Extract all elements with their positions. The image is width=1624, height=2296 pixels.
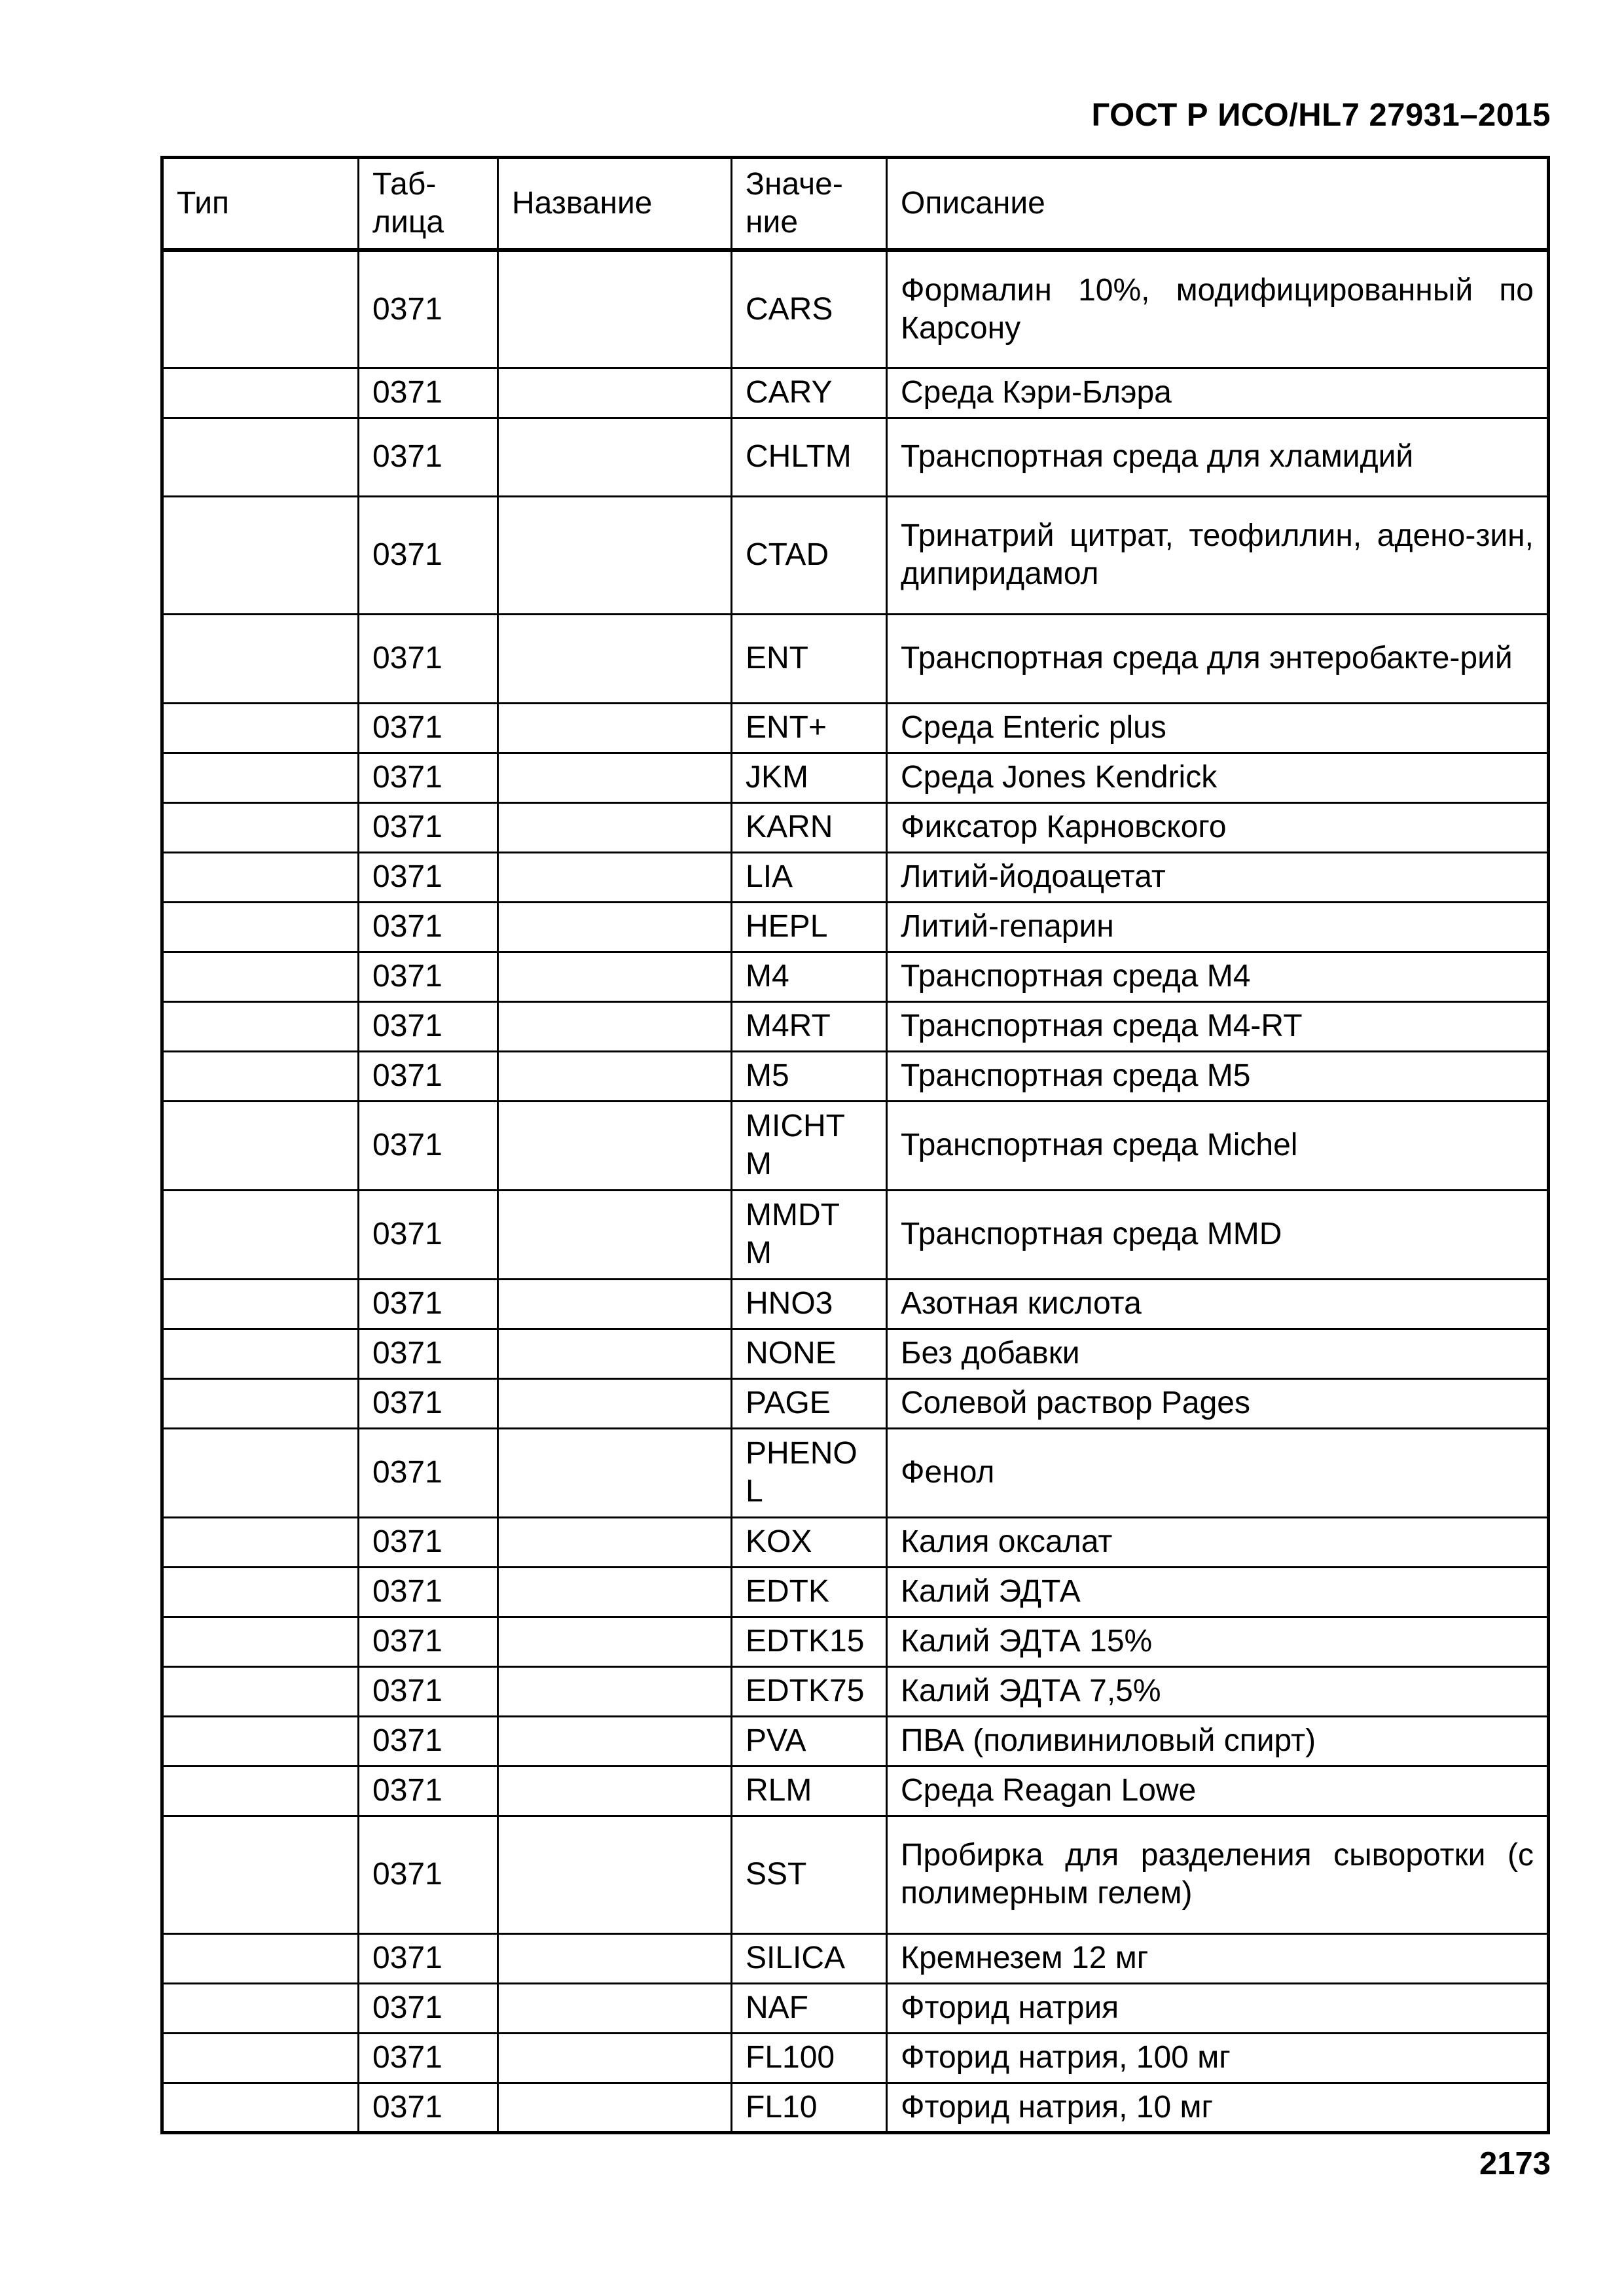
table-row: [162, 1279, 1549, 1329]
page-number: 2173: [1479, 2146, 1551, 2181]
cell-type: [162, 1329, 359, 1378]
table-row: [162, 1567, 1549, 1617]
cell-name: [498, 368, 732, 418]
cell-name: [498, 952, 732, 1001]
cell-name: [498, 753, 732, 802]
cell-description: Калий ЭДТА 7,5%: [887, 1666, 1549, 1716]
cell-table: 0371: [359, 1279, 498, 1329]
cell-value: SILICA: [732, 1933, 887, 1983]
cell-table: 0371: [359, 902, 498, 952]
table-row: [162, 1517, 1549, 1567]
table-row: [162, 952, 1549, 1001]
cell-description: Формалин 10%, модифицированный по Карсону: [887, 250, 1549, 368]
cell-name: [498, 1428, 732, 1517]
table-row: [162, 852, 1549, 902]
column-header-value: Значе- ние: [732, 158, 887, 251]
cell-name: [498, 1567, 732, 1617]
table-row: [162, 703, 1549, 753]
table-row: [162, 1329, 1549, 1378]
table-row: [162, 614, 1549, 703]
cell-name: [498, 1933, 732, 1983]
cell-description: Без добавки: [887, 1329, 1549, 1378]
table-row: [162, 1983, 1549, 2033]
cell-description: Фторид натрия, 10 мг: [887, 2083, 1549, 2132]
code-table: [160, 156, 1550, 2134]
cell-type: [162, 1766, 359, 1816]
table-row: [162, 1428, 1549, 1517]
cell-value: CTAD: [732, 496, 887, 614]
cell-value: M4: [732, 952, 887, 1001]
cell-table: 0371: [359, 614, 498, 703]
table-row: [162, 250, 1549, 368]
cell-name: [498, 418, 732, 496]
cell-value: SST: [732, 1816, 887, 1933]
cell-type: [162, 1378, 359, 1428]
cell-type: [162, 902, 359, 952]
cell-value: HNO3: [732, 1279, 887, 1329]
cell-name: [498, 2033, 732, 2083]
cell-name: [498, 1716, 732, 1766]
cell-type: [162, 1279, 359, 1329]
cell-value: M5: [732, 1051, 887, 1101]
cell-table: 0371: [359, 852, 498, 902]
cell-table: 0371: [359, 1716, 498, 1766]
cell-value: EDTK75: [732, 1666, 887, 1716]
cell-name: [498, 1766, 732, 1816]
table-row: [162, 1001, 1549, 1051]
cell-value: CHLTM: [732, 418, 887, 496]
cell-value: KOX: [732, 1517, 887, 1567]
cell-table: 0371: [359, 1666, 498, 1716]
cell-description: ПВА (поливиниловый спирт): [887, 1716, 1549, 1766]
cell-table: 0371: [359, 1329, 498, 1378]
cell-table: 0371: [359, 1378, 498, 1428]
column-header-description: Описание: [887, 158, 1549, 251]
table-row: [162, 802, 1549, 852]
cell-type: [162, 1666, 359, 1716]
cell-table: 0371: [359, 2083, 498, 2132]
cell-type: [162, 2033, 359, 2083]
cell-description: Транспортная среда М5: [887, 1051, 1549, 1101]
cell-description: Транспортная среда MMD: [887, 1190, 1549, 1279]
cell-type: [162, 418, 359, 496]
table-row: [162, 2033, 1549, 2083]
cell-table: 0371: [359, 418, 498, 496]
cell-name: [498, 1378, 732, 1428]
cell-name: [498, 802, 732, 852]
cell-description: Солевой раствор Pages: [887, 1378, 1549, 1428]
table-row: [162, 1666, 1549, 1716]
cell-table: 0371: [359, 1101, 498, 1190]
cell-table: 0371: [359, 250, 498, 368]
cell-table: 0371: [359, 1051, 498, 1101]
table-row: [162, 1378, 1549, 1428]
cell-description: Тринатрий цитрат, теофиллин, адено-зин, дипиридамол: [887, 496, 1549, 614]
cell-description: Транспортная среда М4: [887, 952, 1549, 1001]
cell-name: [498, 902, 732, 952]
table-row: [162, 1716, 1549, 1766]
cell-value: PAGE: [732, 1378, 887, 1428]
cell-value: NONE: [732, 1329, 887, 1378]
cell-name: [498, 1983, 732, 2033]
cell-table: 0371: [359, 1567, 498, 1617]
cell-description: Среда Jones Kendrick: [887, 753, 1549, 802]
table-row: [162, 496, 1549, 614]
cell-table: 0371: [359, 1816, 498, 1933]
cell-value: M4RT: [732, 1001, 887, 1051]
cell-description: Транспортная среда М4-RT: [887, 1001, 1549, 1051]
cell-name: [498, 496, 732, 614]
cell-value: EDTK: [732, 1567, 887, 1617]
table-row: [162, 2083, 1549, 2132]
cell-name: [498, 2083, 732, 2132]
cell-description: Калия оксалат: [887, 1517, 1549, 1567]
table-row: [162, 1190, 1549, 1279]
cell-type: [162, 1051, 359, 1101]
cell-value: CARS: [732, 250, 887, 368]
table-header-row: [162, 158, 1549, 251]
table-body: [162, 250, 1549, 2132]
cell-type: [162, 496, 359, 614]
cell-value: ENT+: [732, 703, 887, 753]
cell-name: [498, 852, 732, 902]
cell-type: [162, 802, 359, 852]
cell-name: [498, 1279, 732, 1329]
cell-table: 0371: [359, 1001, 498, 1051]
cell-name: [498, 614, 732, 703]
cell-table: 0371: [359, 1933, 498, 1983]
cell-name: [498, 1001, 732, 1051]
cell-description: Транспортная среда Michel: [887, 1101, 1549, 1190]
cell-table: 0371: [359, 952, 498, 1001]
cell-name: [498, 1617, 732, 1666]
table-row: [162, 1766, 1549, 1816]
cell-name: [498, 703, 732, 753]
cell-value: FL10: [732, 2083, 887, 2132]
cell-value: MICHT M: [732, 1101, 887, 1190]
cell-description: Транспортная среда для хламидий: [887, 418, 1549, 496]
cell-table: 0371: [359, 368, 498, 418]
cell-value: KARN: [732, 802, 887, 852]
cell-description: Пробирка для разделения сыворотки (с полимерным гелем): [887, 1816, 1549, 1933]
cell-type: [162, 614, 359, 703]
cell-type: [162, 1190, 359, 1279]
cell-name: [498, 1051, 732, 1101]
cell-table: 0371: [359, 802, 498, 852]
cell-type: [162, 753, 359, 802]
cell-value: EDTK15: [732, 1617, 887, 1666]
cell-table: 0371: [359, 1428, 498, 1517]
cell-value: NAF: [732, 1983, 887, 2033]
cell-type: [162, 1567, 359, 1617]
cell-description: Среда Кэри-Блэра: [887, 368, 1549, 418]
cell-description: Фенол: [887, 1428, 1549, 1517]
cell-value: PHENO L: [732, 1428, 887, 1517]
cell-description: Литий-гепарин: [887, 902, 1549, 952]
cell-type: [162, 1001, 359, 1051]
table-row: [162, 902, 1549, 952]
cell-name: [498, 1816, 732, 1933]
cell-type: [162, 1428, 359, 1517]
cell-type: [162, 368, 359, 418]
cell-value: CARY: [732, 368, 887, 418]
cell-description: Кремнезем 12 мг: [887, 1933, 1549, 1983]
cell-value: RLM: [732, 1766, 887, 1816]
column-header-table: Таб- лица: [359, 158, 498, 251]
column-header-type: Тип: [162, 158, 359, 251]
table-row: [162, 418, 1549, 496]
cell-name: [498, 250, 732, 368]
cell-value: MMDT M: [732, 1190, 887, 1279]
cell-value: ENT: [732, 614, 887, 703]
cell-description: Фторид натрия, 100 мг: [887, 2033, 1549, 2083]
document-header: ГОСТ Р ИСО/HL7 27931–2015: [1091, 98, 1551, 133]
cell-type: [162, 1517, 359, 1567]
cell-table: 0371: [359, 2033, 498, 2083]
cell-type: [162, 1933, 359, 1983]
table-row: [162, 1617, 1549, 1666]
cell-type: [162, 250, 359, 368]
cell-description: Калий ЭДТА: [887, 1567, 1549, 1617]
cell-description: Среда Reagan Lowe: [887, 1766, 1549, 1816]
cell-type: [162, 952, 359, 1001]
cell-table: 0371: [359, 1983, 498, 2033]
cell-description: Среда Enteric plus: [887, 703, 1549, 753]
column-header-name: Название: [498, 158, 732, 251]
cell-value: FL100: [732, 2033, 887, 2083]
cell-type: [162, 1816, 359, 1933]
table-row: [162, 1816, 1549, 1933]
table-row: [162, 753, 1549, 802]
cell-table: 0371: [359, 1766, 498, 1816]
cell-description: Фиксатор Карновского: [887, 802, 1549, 852]
cell-type: [162, 1617, 359, 1666]
cell-value: JKM: [732, 753, 887, 802]
cell-name: [498, 1666, 732, 1716]
cell-table: 0371: [359, 496, 498, 614]
table-row: [162, 1051, 1549, 1101]
cell-type: [162, 852, 359, 902]
cell-description: Калий ЭДТА 15%: [887, 1617, 1549, 1666]
cell-type: [162, 703, 359, 753]
cell-value: HEPL: [732, 902, 887, 952]
cell-description: Транспортная среда для энтеробакте-рий: [887, 614, 1549, 703]
cell-name: [498, 1517, 732, 1567]
cell-table: 0371: [359, 753, 498, 802]
cell-description: Азотная кислота: [887, 1279, 1549, 1329]
cell-table: 0371: [359, 1190, 498, 1279]
cell-value: PVA: [732, 1716, 887, 1766]
cell-type: [162, 1101, 359, 1190]
table-row: [162, 1933, 1549, 1983]
cell-type: [162, 2083, 359, 2132]
cell-type: [162, 1983, 359, 2033]
cell-name: [498, 1329, 732, 1378]
cell-value: LIA: [732, 852, 887, 902]
table-row: [162, 1101, 1549, 1190]
cell-description: Фторид натрия: [887, 1983, 1549, 2033]
cell-name: [498, 1101, 732, 1190]
cell-name: [498, 1190, 732, 1279]
table-row: [162, 368, 1549, 418]
cell-table: 0371: [359, 703, 498, 753]
cell-table: 0371: [359, 1617, 498, 1666]
cell-table: 0371: [359, 1517, 498, 1567]
cell-description: Литий-йодоацетат: [887, 852, 1549, 902]
cell-type: [162, 1716, 359, 1766]
